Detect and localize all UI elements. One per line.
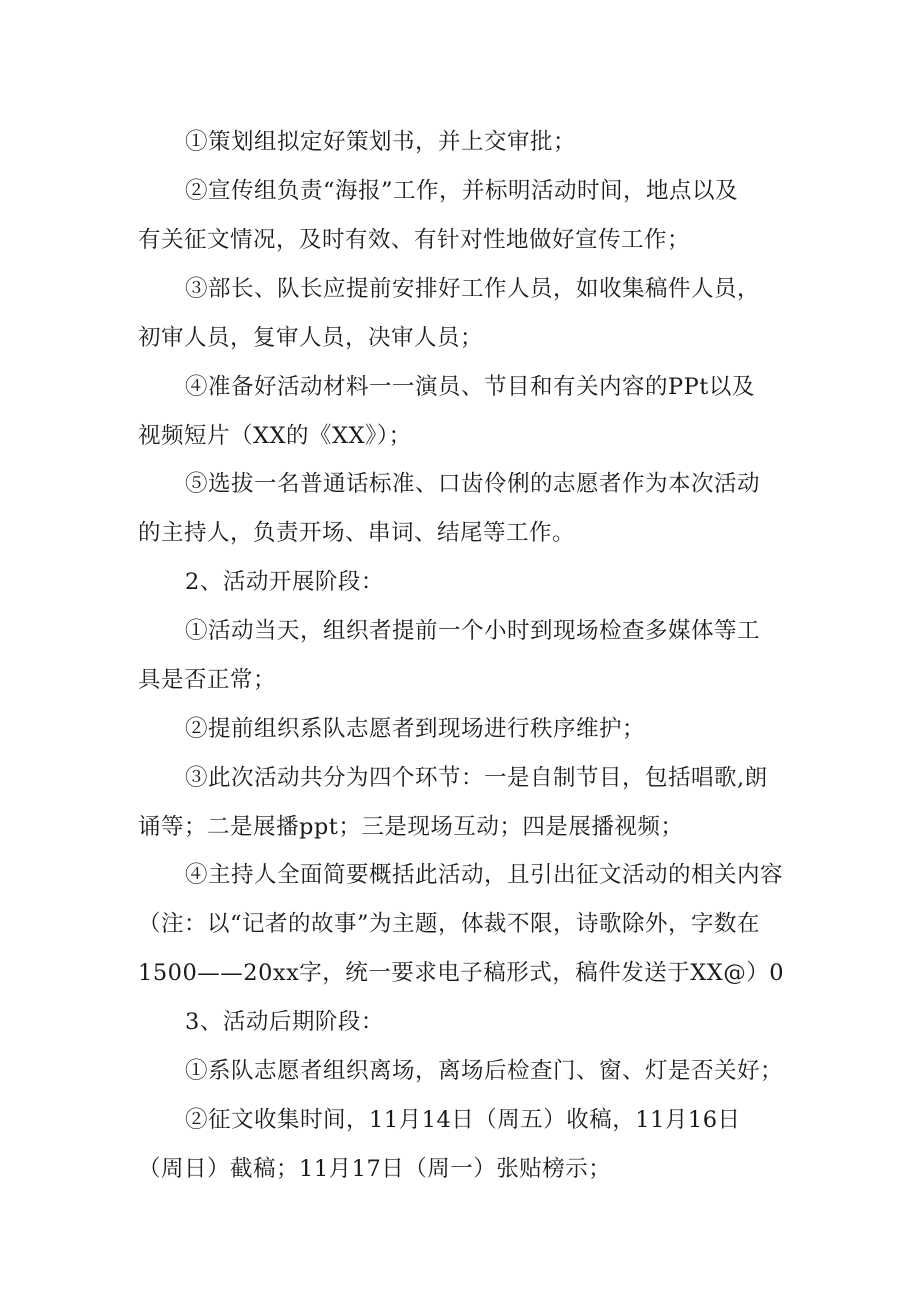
line-day-check: ①活动当天，组织者提前一个小时到现场检查多媒体等工: [185, 618, 761, 644]
line-host-summary: ④主持人全面简要概括此活动，且引出征文活动的相关内容: [185, 862, 784, 888]
line-approval: ①策划组拟定好策划书，并上交审批；: [185, 129, 577, 155]
line-essay-note: （注：以“记者的故事”为主题，体裁不限，诗歌除外，字数在: [138, 911, 761, 937]
line-collection-time-cont: （周日）截稿；11月17日（周一）张贴榜示；: [138, 1156, 612, 1182]
heading-stage-3: 3、活动后期阶段：: [185, 1009, 384, 1035]
line-publicity: ②宣传组负责“海报”工作，并标明活动时间，地点以及: [185, 178, 739, 204]
line-collection-time: ②征文收集时间，11月14日（周五）收稿，11月16日: [185, 1107, 741, 1133]
line-staffing-cont: 初审人员，复审人员，决审人员；: [138, 325, 484, 351]
line-exit-check: ①系队志愿者组织离场，离场后检查门、窗、灯是否关好；: [185, 1058, 784, 1084]
line-materials-cont: 视频短片（XX的《XX》）；: [138, 423, 412, 449]
line-day-check-cont: 具是否正常；: [138, 667, 277, 693]
line-order: ②提前组织系队志愿者到现场进行秩序维护；: [185, 716, 646, 742]
line-segments-cont: 诵等；二是展播ppt；三是现场互动；四是展播视频；: [138, 814, 684, 840]
line-staffing: ③部长、队长应提前安排好工作人员，如收集稿件人员，: [185, 276, 761, 302]
line-essay-requirements: 1500——20xx字，统一要求电子稿形式，稿件发送于XX@）0: [138, 960, 785, 986]
line-segments: ③此次活动共分为四个环节：一是自制节目，包括唱歌,朗: [185, 765, 768, 791]
line-materials: ④准备好活动材料一一演员、节目和有关内容的PPt以及: [185, 374, 755, 400]
heading-stage-2: 2、活动开展阶段：: [185, 569, 384, 595]
line-publicity-cont: 有关征文情况，及时有效、有针对性地做好宣传工作；: [138, 227, 691, 253]
line-host-cont: 的主持人，负责开场、串词、结尾等工作。: [138, 520, 576, 546]
line-host: ⑤选拔一名普通话标准、口齿伶俐的志愿者作为本次活动: [185, 471, 761, 497]
